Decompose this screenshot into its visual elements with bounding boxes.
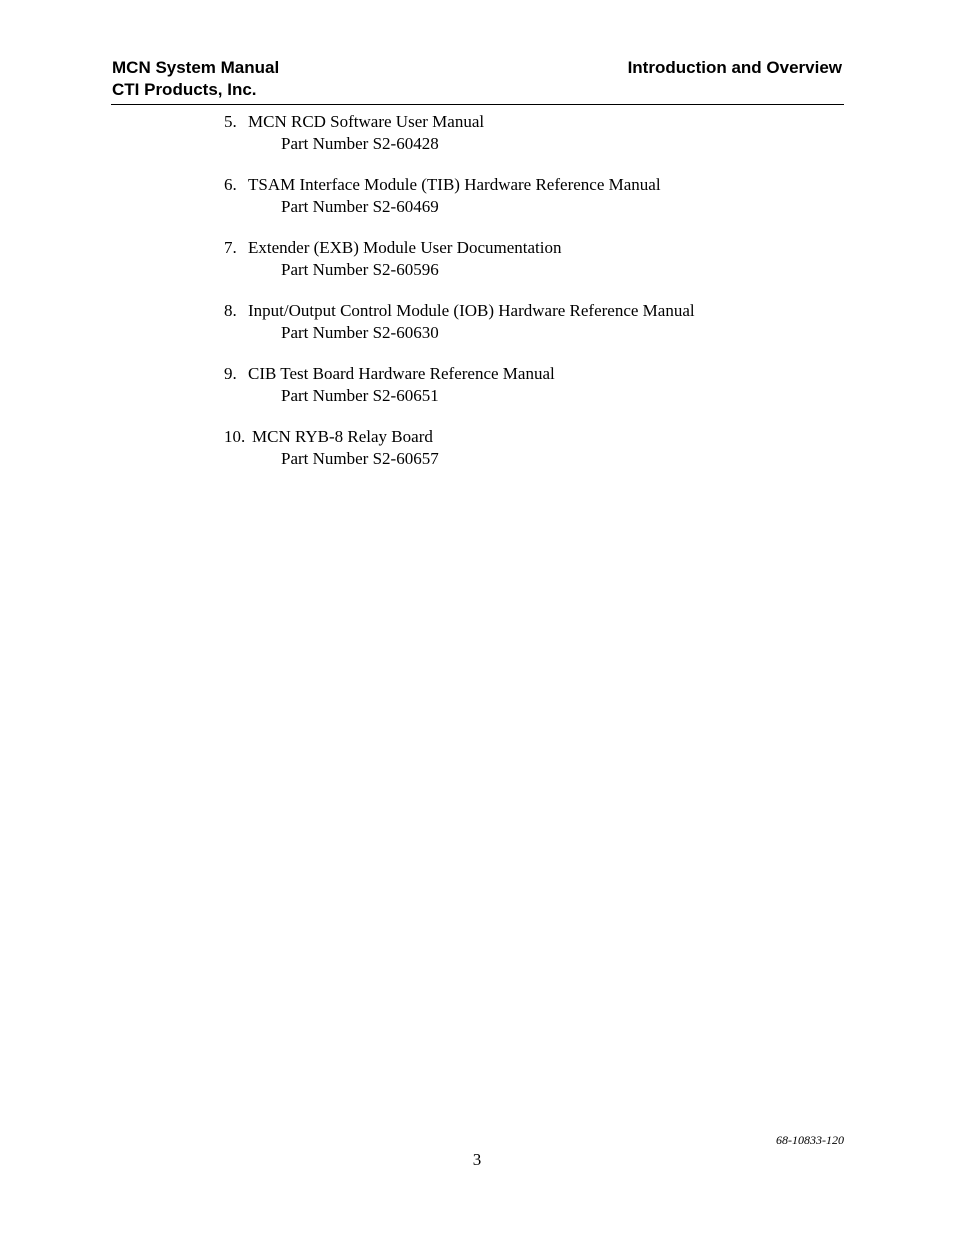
part-number: Part Number S2-60428 — [281, 134, 439, 153]
item-number: 8. — [224, 301, 237, 320]
item-number: 5. — [224, 112, 237, 131]
manual-title: MCN System Manual — [112, 58, 280, 77]
item-number: 6. — [224, 175, 237, 194]
list-item — [224, 111, 824, 174]
document-number: 68-10833-120 — [776, 1133, 844, 1147]
item-number: 9. — [224, 364, 237, 383]
reference-title-line — [224, 363, 824, 385]
item-number: 7. — [224, 238, 237, 257]
reference-title: Extender (EXB) Module User Documentation — [248, 238, 562, 257]
list-item — [224, 426, 824, 489]
part-number: Part Number S2-60469 — [281, 197, 439, 216]
list-item — [224, 237, 824, 300]
list-item — [224, 300, 824, 363]
company-name: CTI Products, Inc. — [112, 80, 257, 99]
reference-title-line — [224, 174, 824, 196]
reference-title: TSAM Interface Module (TIB) Hardware Reference Manual — [248, 175, 661, 194]
header-left — [112, 57, 279, 101]
reference-title-line — [224, 237, 824, 259]
reference-title: MCN RCD Software User Manual — [248, 112, 485, 131]
part-number: Part Number S2-60651 — [281, 386, 439, 405]
reference-title: MCN RYB-8 Relay Board — [252, 427, 433, 446]
reference-title: Input/Output Control Module (IOB) Hardware Reference Manual — [248, 301, 695, 320]
part-number: Part Number S2-60596 — [281, 260, 439, 279]
page-number: 3 — [472, 1150, 482, 1169]
reference-title-line — [224, 111, 824, 133]
page-header — [111, 57, 844, 105]
section-title: Introduction and Overview — [627, 58, 842, 77]
list-item — [224, 174, 824, 237]
item-number: 10. — [224, 427, 246, 446]
list-item — [224, 363, 824, 426]
part-number: Part Number S2-60630 — [281, 323, 439, 342]
reference-title: CIB Test Board Hardware Reference Manual — [248, 364, 555, 383]
part-number: Part Number S2-60657 — [281, 449, 439, 468]
reference-title-line — [224, 300, 824, 322]
reference-list — [224, 111, 824, 489]
reference-title-line — [224, 426, 824, 448]
